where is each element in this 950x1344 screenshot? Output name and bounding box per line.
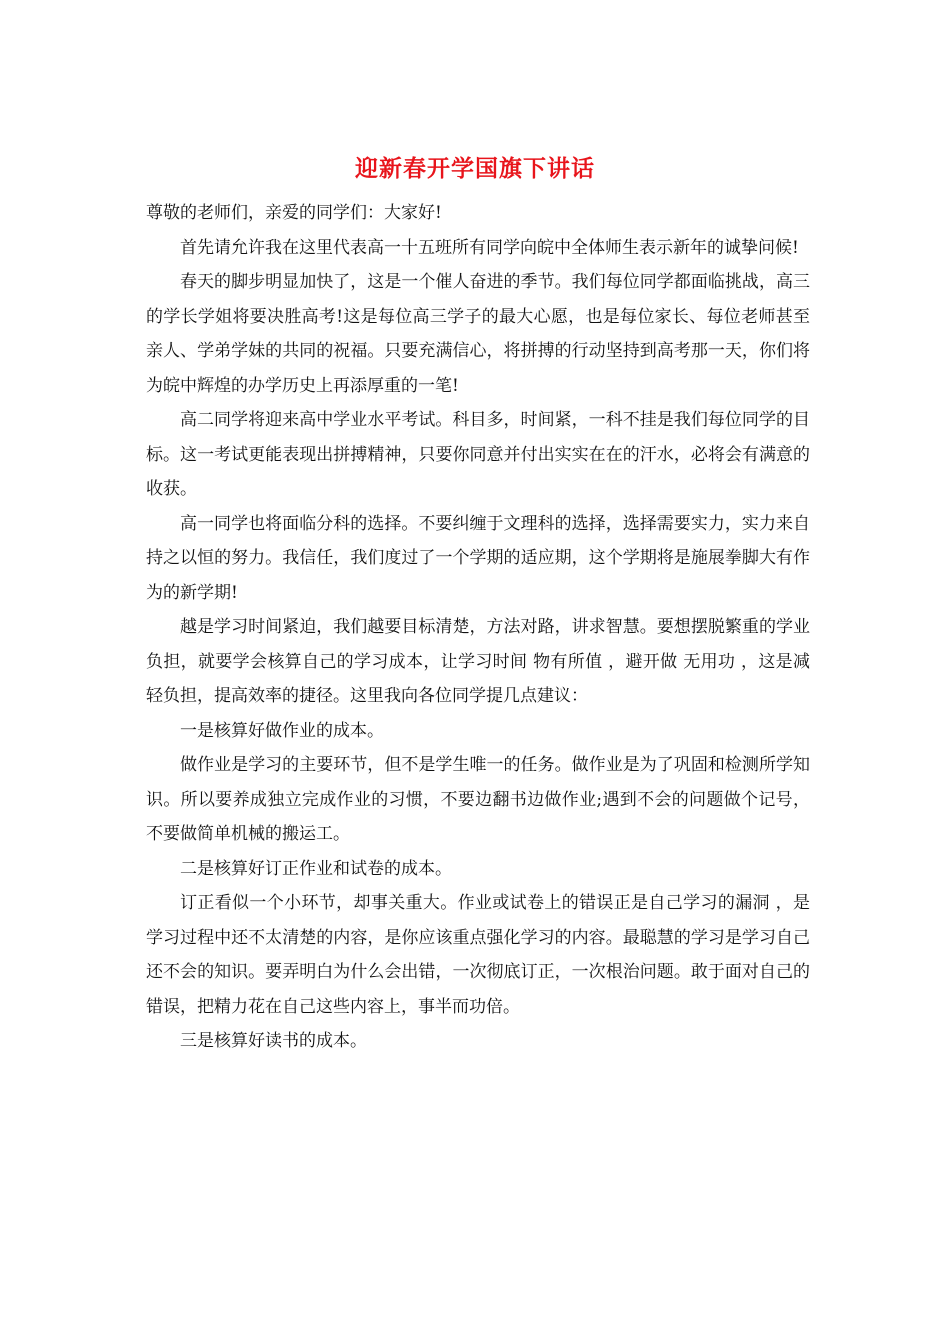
paragraph: 高二同学将迎来高中学业水平考试。科目多，时间紧，一科不挂是我们每位同学的目标。这一考试更能表现出拼搏精神，只要你同意并付出实实在在的汗水，必将会有满意的收获。 (146, 410, 810, 499)
paragraph: 做作业是学习的主要环节，但不是学生唯一的任务。做作业是为了巩固和检测所学知识。所以要养成独立完成作业的习惯，不要边翻书边做作业;遇到不会的问题做个记号，不要做简单机械的搬运工。 (146, 755, 810, 844)
document-title: 迎新春开学国旗下讲话 (355, 155, 595, 182)
paragraph: 首先请允许我在这里代表高一十五班所有同学向皖中全体师生表示新年的诚挚问候! (180, 237, 799, 258)
paragraph: 三是核算好读书的成本。 (180, 1031, 367, 1051)
paragraph: 订正看似一个小环节，却事关重大。作业或试卷上的错误正是自己学习的漏洞 ，是学习过程中还不太清楚的内容，是你应该重点强化学习的内容。最聪慧的学习是学习自己还不会的知识。要弄明白为什么会出错，一次彻底订正，一次根治问题。敢于面对自己的错误，把精力花在自己这些内容上，事半而功倍。 (146, 893, 810, 1017)
document-body (146, 196, 810, 1059)
greeting: 尊敬的老师们，亲爱的同学们：大家好! (146, 203, 442, 223)
paragraph: 一是核算好做作业的成本。 (180, 720, 384, 741)
paragraph: 春天的脚步明显加快了，这是一个催人奋进的季节。我们每位同学都面临挑战，高三的学长学姐将要决胜高考!这是每位高三学子的最大心愿，也是每位家长、每位老师甚至亲人、学弟学妹的共同的祝福。只要充满信心，将拼搏的行动坚持到高考那一天，你们将为皖中辉煌的办学历史上再添厚重的一笔! (146, 272, 810, 396)
paragraph: 越是学习时间紧迫，我们越要目标清楚，方法对路，讲求智慧。要想摆脱繁重的学业负担，就要学会核算自己的学习成本，让学习时间 物有所值 ，避开做 无用功 ，这是减轻负担，提高效率的捷径。这里我向各位同学提几点建议： (146, 617, 810, 706)
paragraph: 高一同学也将面临分科的选择。不要纠缠于文理科的选择，选择需要实力，实力来自持之以恒的努力。我信任，我们度过了一个学期的适应期，这个学期将是施展拳脚大有作为的新学期! (146, 513, 810, 603)
paragraph: 二是核算好订正作业和试卷的成本。 (180, 858, 452, 879)
